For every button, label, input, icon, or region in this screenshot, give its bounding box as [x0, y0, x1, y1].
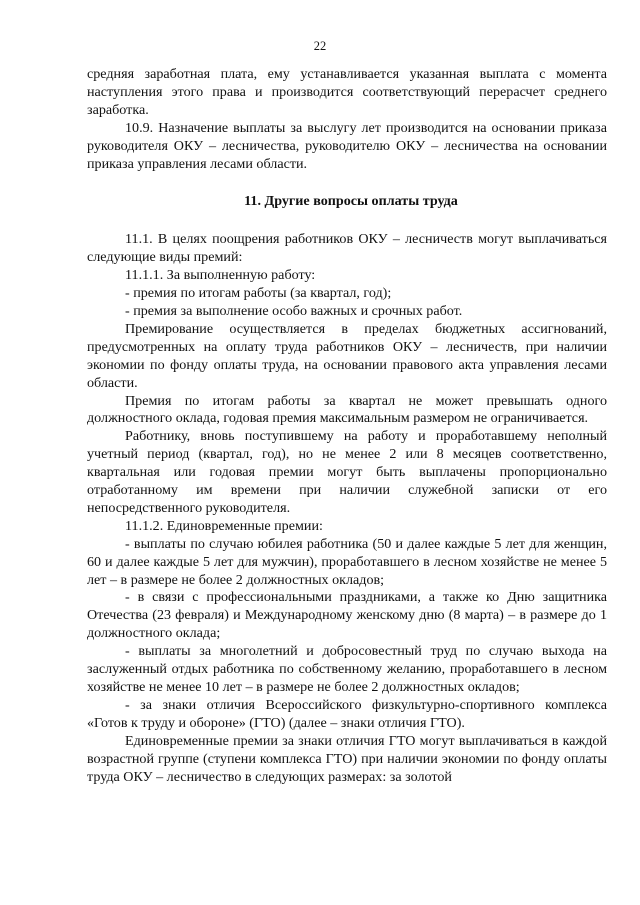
- list-item-retirement: - выплаты за многолетний и добросовестный труд по случаю выхода на заслуженный отдых работника по собственному желанию, проработавшего в лесном хозяйстве не менее 10 лет – в размере не более 2 должностных окладов;: [87, 643, 607, 695]
- paragraph-new-employee: Работнику, вновь поступившему на работу и проработавшему неполный учетный период (квартал, год), но не менее 2 или 8 месяцев соответственно, квартальная или годовая премии могут быть выплачены пропорционально отработанному им времени при наличии служебной записки от его непосредственного руководителя.: [87, 428, 607, 516]
- page-number: 22: [313, 39, 327, 53]
- list-item-holidays: - в связи с профессиональными праздниками, а также ко Дню защитника Отечества (23 февраля) и Международному женскому дню (8 марта) – в размере до 1 должностного оклада;: [87, 589, 607, 642]
- list-item-bonus-period: - премия по итогам работы (за квартал, год);: [125, 285, 392, 302]
- paragraph-gto-bonus: Единовременные премии за знаки отличия ГТО могут выплачиваться в каждой возрастной группе (ступени комплекса ГТО) при наличии экономии по фонду оплаты труда ОКУ – лесничество в следующих размерах: за золотой: [87, 732, 607, 785]
- paragraph-11-1: 11.1. В целях поощрения работников ОКУ – лесничеств могут выплачиваться следующие виды премий:: [87, 231, 607, 266]
- list-item-bonus-urgent: - премия за выполнение особо важных и срочных работ.: [125, 302, 463, 319]
- paragraph-10-9: 10.9. Назначение выплаты за выслугу лет производится на основании приказа руководителя ОКУ – лесничества, руководителю ОКУ – лесничества на основании приказа управления лесами области.: [87, 119, 607, 172]
- list-item-gto: - за знаки отличия Всероссийского физкультурно-спортивного комплекса «Готов к труду и обороне» (ГТО) (далее – знаки отличия ГТО).: [87, 696, 607, 731]
- section-heading-11: 11. Другие вопросы оплаты труда: [244, 193, 458, 210]
- paragraph-continuation: средняя заработная плата, ему устанавливается указанная выплата с момента наступления этого права и производится соответствующий перерасчет среднего заработка.: [87, 66, 607, 118]
- paragraph-premirovanie: Премирование осуществляется в пределах бюджетных ассигнований, предусмотренных на оплату труда работников ОКУ – лесничеств, при наличии экономии по фонду оплаты труда, на основании правового акта управления лесами области.: [87, 320, 607, 391]
- paragraph-11-1-1: 11.1.1. За выполненную работу:: [125, 267, 316, 284]
- list-item-jubilee: - выплаты по случаю юбилея работника (50 и далее каждые 5 лет для женщин, 60 и далее каждые 5 лет для мужчин), проработавшего в лесном хозяйстве не менее 5 лет – в размере не более 2 должностных окладов;: [87, 535, 607, 588]
- document-body: [87, 66, 607, 786]
- paragraph-11-1-2: 11.1.2. Единовременные премии:: [125, 517, 323, 534]
- paragraph-quarter-bonus-limit: Премия по итогам работы за квартал не может превышать одного должностного оклада, годовая премия максимальным размером не ограничивается.: [87, 392, 607, 427]
